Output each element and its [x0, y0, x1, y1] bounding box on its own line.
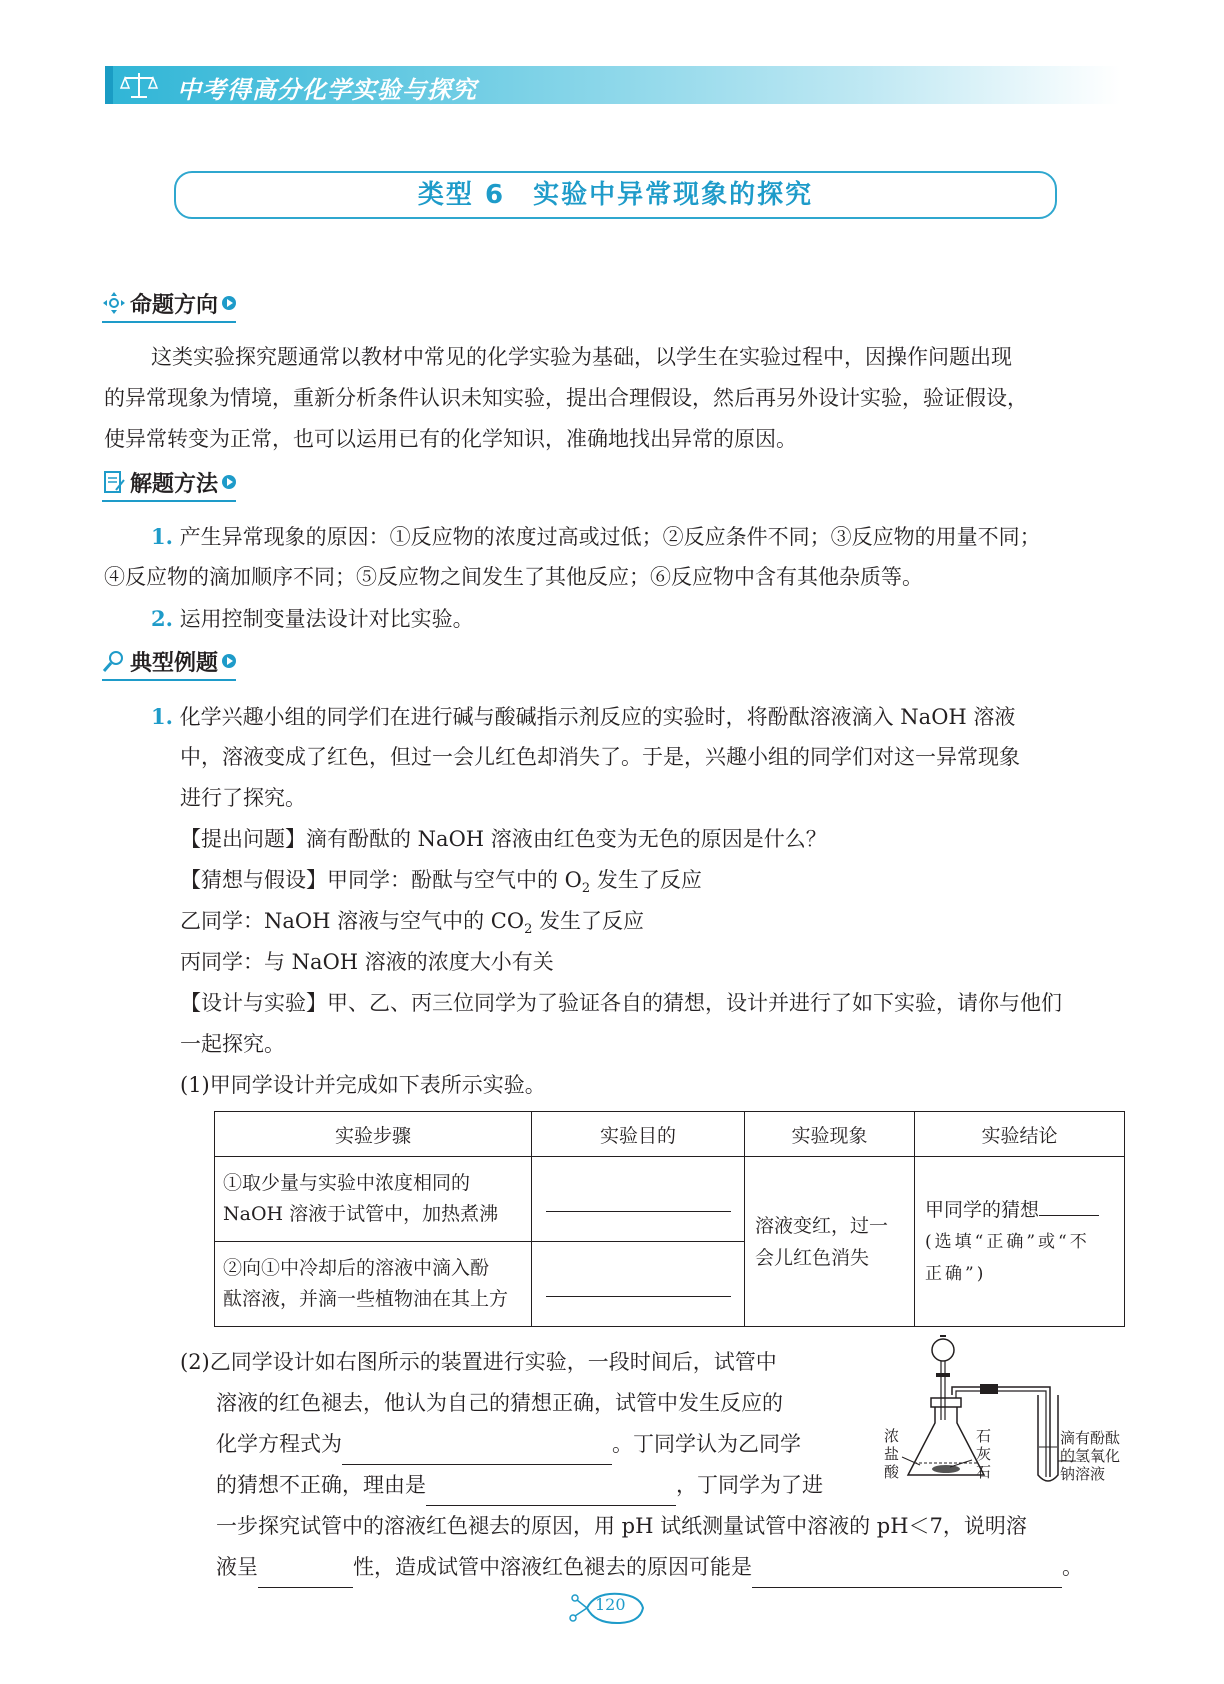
label-solution-2: 的氢氧化 [1060, 1447, 1121, 1465]
limestone [932, 1465, 960, 1473]
method-item-1-line-1 [151, 516, 1041, 558]
conclusion-line-2: (选填“正确”或“不 [925, 1231, 1090, 1252]
reason-blank[interactable] [426, 1479, 676, 1506]
label-lime-2: 灰 [976, 1445, 992, 1463]
method-item-1-text: 产生异常现象的原因：①反应物的浓度过高或过低；②反应条件不同；③反应物的用量不同； [179, 525, 1041, 549]
question-number: 1. [151, 704, 173, 729]
hypothesis-b-pre: 乙同学：NaOH 溶液与空气中的 CO [180, 909, 525, 933]
method-item-1-number: 1. [151, 524, 173, 549]
experiment-table [214, 1111, 1125, 1327]
notepad-icon [102, 470, 126, 494]
page-number: 120 [595, 1595, 626, 1614]
design-line-1: 【设计与实验】甲、乙、丙三位同学为了验证各自的猜想，设计并进行了如下实验，请你与他们 [180, 991, 1062, 1015]
rubber-connector [980, 1384, 998, 1394]
label-acid-3: 酸 [884, 1463, 900, 1481]
label-acid-1: 浓 [884, 1427, 900, 1445]
part-2-line-3 [216, 1424, 801, 1465]
flask-stopper [931, 1398, 961, 1407]
section-title-box [174, 171, 1057, 219]
part-2-line-5: 一步探究试管中的溶液红色褪去的原因，用 pH 试纸测量试管中溶液的 pH＜7，说明溶 [216, 1514, 1027, 1538]
purpose-1-cell [532, 1157, 745, 1242]
leader-lime [950, 1460, 972, 1467]
method-item-2-text: 运用控制变量法设计对比实验。 [179, 607, 474, 631]
equation-prompt: 化学方程式为 [216, 1432, 342, 1456]
phenomenon-line-2: 会儿红色消失 [755, 1246, 870, 1269]
hypothesis-b-sub: 2 [524, 922, 533, 938]
label-solution-3: 钠溶液 [1060, 1465, 1106, 1483]
label-acid-2: 盐 [884, 1445, 900, 1463]
step-2-line-2: 酞溶液，并滴一些植物油在其上方 [223, 1288, 509, 1310]
hypothesis-a-pre: 【猜想与假设】甲同学：酚酞与空气中的 O [180, 868, 582, 892]
cause-prompt: 性，造成试管中溶液红色褪去的原因可能是 [353, 1555, 752, 1579]
table-header: 实验结论 [915, 1112, 1125, 1157]
nature-prompt: 液呈 [216, 1555, 258, 1579]
cause-blank[interactable] [752, 1561, 1062, 1588]
play-arrow-icon [222, 654, 236, 668]
direction-line-1: 这类实验探究题通常以教材中常见的化学实验为基础，以学生在实验过程中，因操作问题出现 [151, 345, 1012, 369]
play-arrow-icon [222, 475, 236, 489]
heading-underline [102, 500, 236, 502]
test-tube [1038, 1395, 1058, 1481]
step-1-cell [215, 1157, 532, 1242]
funnel-valve [936, 1373, 950, 1377]
part-2-line-3-tail: 。丁同学认为乙同学 [612, 1432, 801, 1456]
equation-blank[interactable] [342, 1438, 612, 1465]
purpose-2-cell [532, 1242, 745, 1327]
balance-scale-icon [119, 70, 159, 100]
purpose-2-blank[interactable] [546, 1296, 731, 1297]
heading-underline [102, 321, 236, 323]
direction-heading-text: 命题方向 [130, 292, 219, 318]
table-header: 实验目的 [532, 1112, 745, 1157]
design-line-2: 一起探究。 [180, 1032, 285, 1056]
reason-prompt: 的猜想不正确，理由是 [216, 1473, 426, 1497]
part-2-line-4-tail: ，丁同学为了进 [676, 1473, 823, 1497]
label-lime-3: 石 [976, 1463, 992, 1481]
delivery-tube-inner [956, 1391, 1046, 1477]
magnifier-icon [102, 649, 126, 673]
method-heading-text: 解题方法 [130, 471, 219, 497]
header-band [105, 66, 1120, 104]
example-heading [102, 644, 236, 678]
table-header-row [215, 1112, 1125, 1157]
direction-line-2: 的异常现象为情境，重新分析条件认识未知实验，提出合理假设，然后再另外设计实验，验证假设， [104, 386, 1028, 410]
conclusion-line-3: 正确”) [925, 1263, 987, 1284]
step-1-line-2: NaOH 溶液于试管中，加热煮沸 [223, 1203, 499, 1225]
method-item-1-line-2: ④反应物的滴加顺序不同；⑤反应物之间发生了其他反应；⑥反应物中含有其他杂质等。 [104, 565, 923, 589]
hypothesis-b-post: 发生了反应 [532, 909, 645, 933]
conclusion-blank[interactable] [1039, 1215, 1099, 1216]
hypothesis-a-post: 发生了反应 [590, 868, 702, 892]
method-item-2 [151, 598, 474, 640]
method-heading [102, 465, 236, 499]
hypothesis-c: 丙同学：与 NaOH 溶液的浓度大小有关 [180, 950, 554, 974]
raise-question: 【提出问题】滴有酚酞的 NaOH 溶液由红色变为无色的原因是什么？ [180, 827, 827, 851]
part-1-intro: (1)甲同学设计并完成如下表所示实验。 [180, 1073, 546, 1097]
label-solution-1: 滴有酚酞 [1060, 1429, 1121, 1447]
purpose-1-blank[interactable] [546, 1211, 731, 1212]
header-stripe [105, 66, 113, 104]
step-2-line-1: ②向①中冷却后的溶液中滴入酚 [223, 1257, 490, 1279]
direction-arrows-icon [102, 291, 126, 315]
funnel-bulb [932, 1339, 954, 1361]
question-line-1 [151, 696, 1015, 738]
heading-underline [102, 679, 236, 681]
apparatus-figure [880, 1335, 1130, 1485]
direction-heading [102, 286, 236, 320]
part-2-line-6 [216, 1547, 1083, 1588]
section-title: 类型 6 实验中异常现象的探究 [417, 180, 814, 210]
direction-line-3: 使异常转变为正常，也可以运用已有的化学知识，准确地找出异常的原因。 [104, 427, 797, 451]
method-item-2-number: 2. [151, 606, 173, 631]
example-heading-text: 典型例题 [130, 650, 219, 676]
part-2-line-1: (2)乙同学设计如右图所示的装置进行实验，一段时间后，试管中 [180, 1350, 777, 1374]
phenomenon-line-1: 溶液变红，过一 [755, 1214, 889, 1237]
conclusion-text: 甲同学的猜想 [925, 1198, 1040, 1221]
step-1-line-1: ①取少量与实验中浓度相同的 [223, 1172, 471, 1194]
part-2-line-4 [216, 1465, 823, 1506]
label-lime-1: 石 [976, 1427, 992, 1445]
table-header: 实验现象 [745, 1112, 915, 1157]
nature-blank[interactable] [258, 1561, 353, 1588]
period: 。 [1062, 1555, 1083, 1579]
table-row [215, 1157, 1125, 1242]
question-line-2: 中，溶液变成了红色，但过一会儿红色却消失了。于是，兴趣小组的同学们对这一异常现象 [180, 745, 1020, 769]
question-text-1: 化学兴趣小组的同学们在进行碱与酸碱指示剂反应的实验时，将酚酞溶液滴入 NaOH 溶液 [179, 705, 1016, 729]
conclusion-line-1 [925, 1194, 1114, 1226]
table-header: 实验步骤 [215, 1112, 532, 1157]
question-line-3: 进行了探究。 [180, 786, 306, 810]
header-title: 中考得高分化学实验与探究 [177, 76, 477, 104]
phenomenon-cell [745, 1157, 915, 1327]
step-2-cell [215, 1242, 532, 1327]
hypothesis-a-sub: 2 [581, 881, 591, 897]
play-arrow-icon [222, 296, 236, 310]
part-2-line-2: 溶液的红色褪去，他认为自己的猜想正确，试管中发生反应的 [216, 1391, 783, 1415]
conclusion-cell [915, 1157, 1125, 1327]
